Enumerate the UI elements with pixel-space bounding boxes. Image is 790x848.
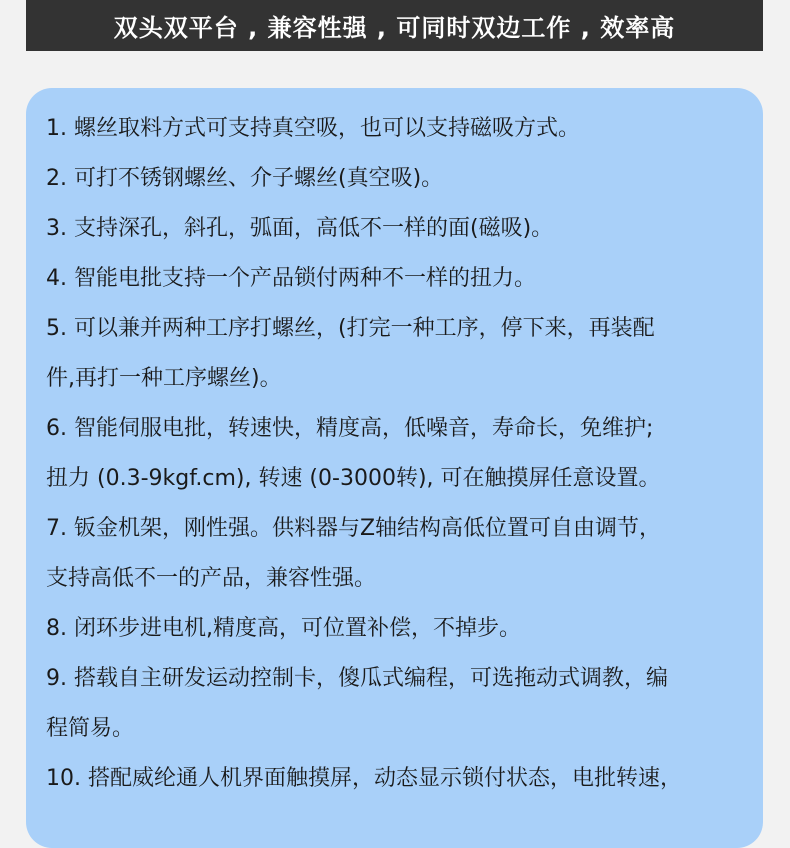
feature-item-3: 3. 支持深孔，斜孔，弧面，高低不一样的面(磁吸)。: [46, 216, 554, 241]
feature-item-10: 10. 搭配威纶通人机界面触摸屏，动态显示锁付状态，电批转速，: [46, 766, 682, 791]
feature-item-6: 6. 智能伺服电批，转速快，精度高，低噪音，寿命长，免维护;: [46, 416, 654, 441]
feature-item-9: 9. 搭载自主研发运动控制卡，傻瓜式编程，可选拖动式调教，编: [46, 666, 668, 691]
header-banner: [26, 0, 763, 51]
feature-item-2: 2. 可打不锈钢螺丝、介子螺丝(真空吸)。: [46, 166, 444, 191]
feature-item-9-cont: 程简易。: [46, 716, 135, 741]
feature-item-4: 4. 智能电批支持一个产品锁付两种不一样的扭力。: [46, 266, 536, 291]
feature-item-7: 7. 钣金机架，刚性强。供料器与Z轴结构高低位置可自由调节，: [46, 516, 662, 541]
feature-item-5: 5. 可以兼并两种工序打螺丝，(打完一种工序，停下来，再装配: [46, 316, 655, 341]
feature-item-1: 1. 螺丝取料方式可支持真空吸，也可以支持磁吸方式。: [46, 116, 580, 141]
feature-item-5-cont: 件,再打一种工序螺丝)。: [46, 366, 282, 391]
feature-item-7-cont: 支持高低不一的产品，兼容性强。: [46, 566, 377, 591]
banner-title: 双头双平台 , 兼容性强 , 可同时双边工作 , 效率高: [113, 14, 676, 42]
feature-list: [46, 104, 751, 804]
feature-item-8: 8. 闭环步进电机,精度高，可位置补偿，不掉步。: [46, 616, 521, 641]
feature-item-6-cont: 扭力 (0.3-9kgf.cm), 转速 (0-3000转), 可在触摸屏任意设置。: [46, 466, 661, 491]
